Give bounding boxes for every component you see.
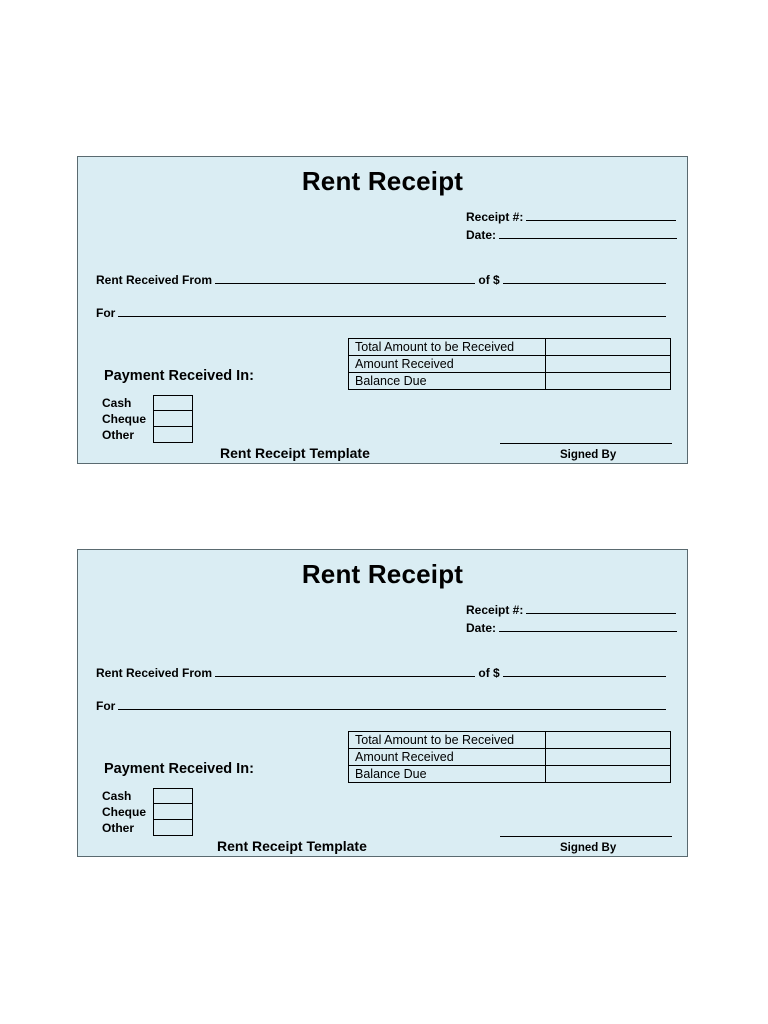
payment-method-label: Cheque (102, 412, 147, 426)
payment-method-label: Cheque (102, 805, 147, 819)
signature-line[interactable] (500, 836, 672, 837)
template-label: Rent Receipt Template (217, 838, 367, 854)
receipt-title: Rent Receipt (301, 166, 464, 196)
payer-name-blank[interactable] (215, 272, 475, 284)
amount-of-label: of $ (478, 273, 500, 287)
template-label: Rent Receipt Template (220, 445, 370, 461)
rent-received-from-label: Rent Received From (96, 666, 213, 680)
total-amount-value[interactable] (546, 339, 671, 356)
other-checkbox[interactable] (153, 820, 193, 836)
table-row (349, 356, 671, 373)
for-label: For (96, 306, 116, 320)
for-blank[interactable] (118, 305, 666, 317)
other-checkbox[interactable] (153, 427, 193, 443)
date-label: Date: (466, 228, 497, 242)
payment-received-heading: Payment Received In: (104, 368, 254, 384)
payment-method-label: Cash (102, 396, 132, 410)
balance-due-value[interactable] (546, 766, 671, 783)
receipt-number-blank[interactable] (526, 209, 676, 221)
rent-received-from-field[interactable] (96, 665, 666, 680)
total-amount-value[interactable] (546, 732, 671, 749)
amount-blank[interactable] (503, 272, 666, 284)
amount-received-label: Amount Received (349, 356, 546, 373)
receipt-number-label: Receipt #: (466, 210, 524, 224)
table-row (349, 373, 671, 390)
signed-by-label: Signed By (560, 449, 617, 461)
date-blank[interactable] (499, 227, 677, 239)
amounts-table (348, 731, 671, 783)
rent-received-from-label: Rent Received From (96, 273, 213, 287)
date-field[interactable] (466, 227, 677, 242)
amount-of-label: of $ (478, 666, 500, 680)
balance-due-label: Balance Due (349, 373, 546, 390)
cheque-checkbox[interactable] (153, 804, 193, 820)
payment-method-label: Other (102, 428, 135, 442)
rent-receipt-1 (77, 156, 688, 464)
receipt-number-blank[interactable] (526, 602, 676, 614)
table-row (349, 749, 671, 766)
cheque-checkbox[interactable] (153, 411, 193, 427)
total-amount-label: Total Amount to be Received (349, 732, 546, 749)
balance-due-value[interactable] (546, 373, 671, 390)
amount-received-label: Amount Received (349, 749, 546, 766)
total-amount-label: Total Amount to be Received (349, 339, 546, 356)
rent-received-from-field[interactable] (96, 272, 666, 287)
receipt-number-field[interactable] (466, 209, 676, 224)
payment-method-label: Other (102, 821, 135, 835)
date-field[interactable] (466, 620, 677, 635)
table-row (349, 339, 671, 356)
balance-due-label: Balance Due (349, 766, 546, 783)
table-row (349, 766, 671, 783)
amounts-table (348, 338, 671, 390)
payer-name-blank[interactable] (215, 665, 475, 677)
cash-checkbox[interactable] (153, 788, 193, 804)
table-row (349, 732, 671, 749)
receipt-title: Rent Receipt (301, 559, 464, 589)
amount-received-value[interactable] (546, 356, 671, 373)
amount-received-value[interactable] (546, 749, 671, 766)
payment-received-heading: Payment Received In: (104, 761, 254, 777)
date-label: Date: (466, 621, 497, 635)
for-blank[interactable] (118, 698, 666, 710)
rent-receipt-2 (77, 549, 688, 857)
date-blank[interactable] (499, 620, 677, 632)
receipt-number-label: Receipt #: (466, 603, 524, 617)
for-field[interactable] (96, 698, 666, 713)
amount-blank[interactable] (503, 665, 666, 677)
signature-line[interactable] (500, 443, 672, 444)
for-field[interactable] (96, 305, 666, 320)
payment-method-label: Cash (102, 789, 132, 803)
cash-checkbox[interactable] (153, 395, 193, 411)
signed-by-label: Signed By (560, 842, 617, 854)
for-label: For (96, 699, 116, 713)
receipt-number-field[interactable] (466, 602, 676, 617)
